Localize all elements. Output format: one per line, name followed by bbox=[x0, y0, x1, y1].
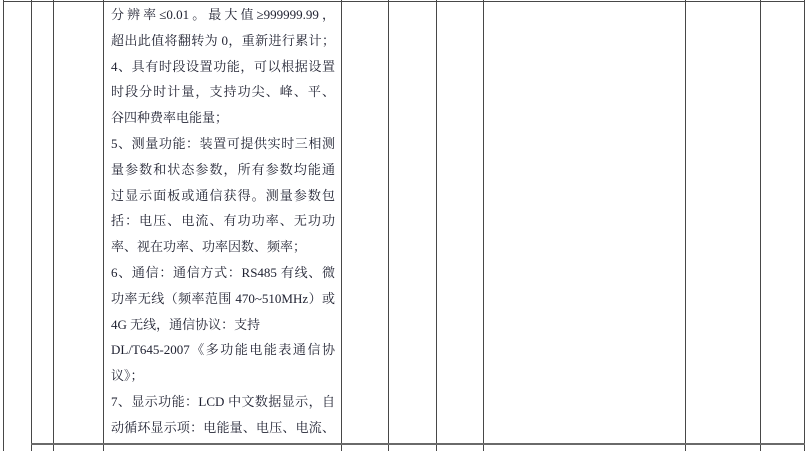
spec-line: 4G 无线，通信协议：支持 bbox=[111, 316, 261, 332]
spec-text-cell bbox=[104, 1, 340, 441]
column-border-8 bbox=[685, 0, 686, 451]
row-divider-line bbox=[31, 443, 805, 445]
table-border-left bbox=[3, 0, 4, 451]
spec-line: 7、显示功能：LCD 中文数据显示，自 bbox=[111, 393, 335, 409]
column-border-5 bbox=[388, 0, 389, 451]
column-border-6 bbox=[436, 0, 437, 451]
spec-line: 动循环显示项：电能量、电压、电流、 bbox=[111, 419, 335, 435]
table-border-right bbox=[804, 0, 805, 451]
spec-line: 过显示面板或通信获得。测量参数包 bbox=[111, 187, 335, 203]
spec-line: 分辨率≤0.01。最大值≥999999.99， bbox=[111, 7, 335, 22]
spec-line: 括：电压、电流、有功功率、无功功 bbox=[111, 213, 335, 229]
spec-line: 超出此值将翻转为 0，重新进行累计； bbox=[111, 32, 335, 48]
spec-line: 6、通信：通信方式：RS485 有线、微 bbox=[111, 264, 335, 280]
spec-line: 5、测量功能：装置可提供实时三相测 bbox=[111, 135, 335, 151]
spec-line: 率、视在功率、功率因数、频率； bbox=[111, 239, 307, 255]
spec-line: 量参数和状态参数，所有参数均能通 bbox=[111, 161, 335, 177]
column-border-4 bbox=[341, 0, 342, 451]
column-border-2 bbox=[53, 0, 54, 451]
spec-line: DL/T645-2007《多功能电能表通信协 bbox=[111, 342, 335, 358]
spec-line: 谷四种费率电能量； bbox=[111, 110, 229, 126]
spec-line: 4、具有时段设置功能，可以根据设置 bbox=[111, 58, 335, 74]
column-border-1 bbox=[31, 0, 32, 451]
column-border-9 bbox=[760, 0, 761, 451]
spec-line: 时段分时计量，支持功尖、峰、平、 bbox=[111, 84, 335, 100]
column-border-7 bbox=[483, 0, 484, 451]
spec-line: 功率无线（频率范围 470~510MHz）或 bbox=[111, 290, 335, 306]
spec-line: 议》； bbox=[111, 368, 144, 384]
